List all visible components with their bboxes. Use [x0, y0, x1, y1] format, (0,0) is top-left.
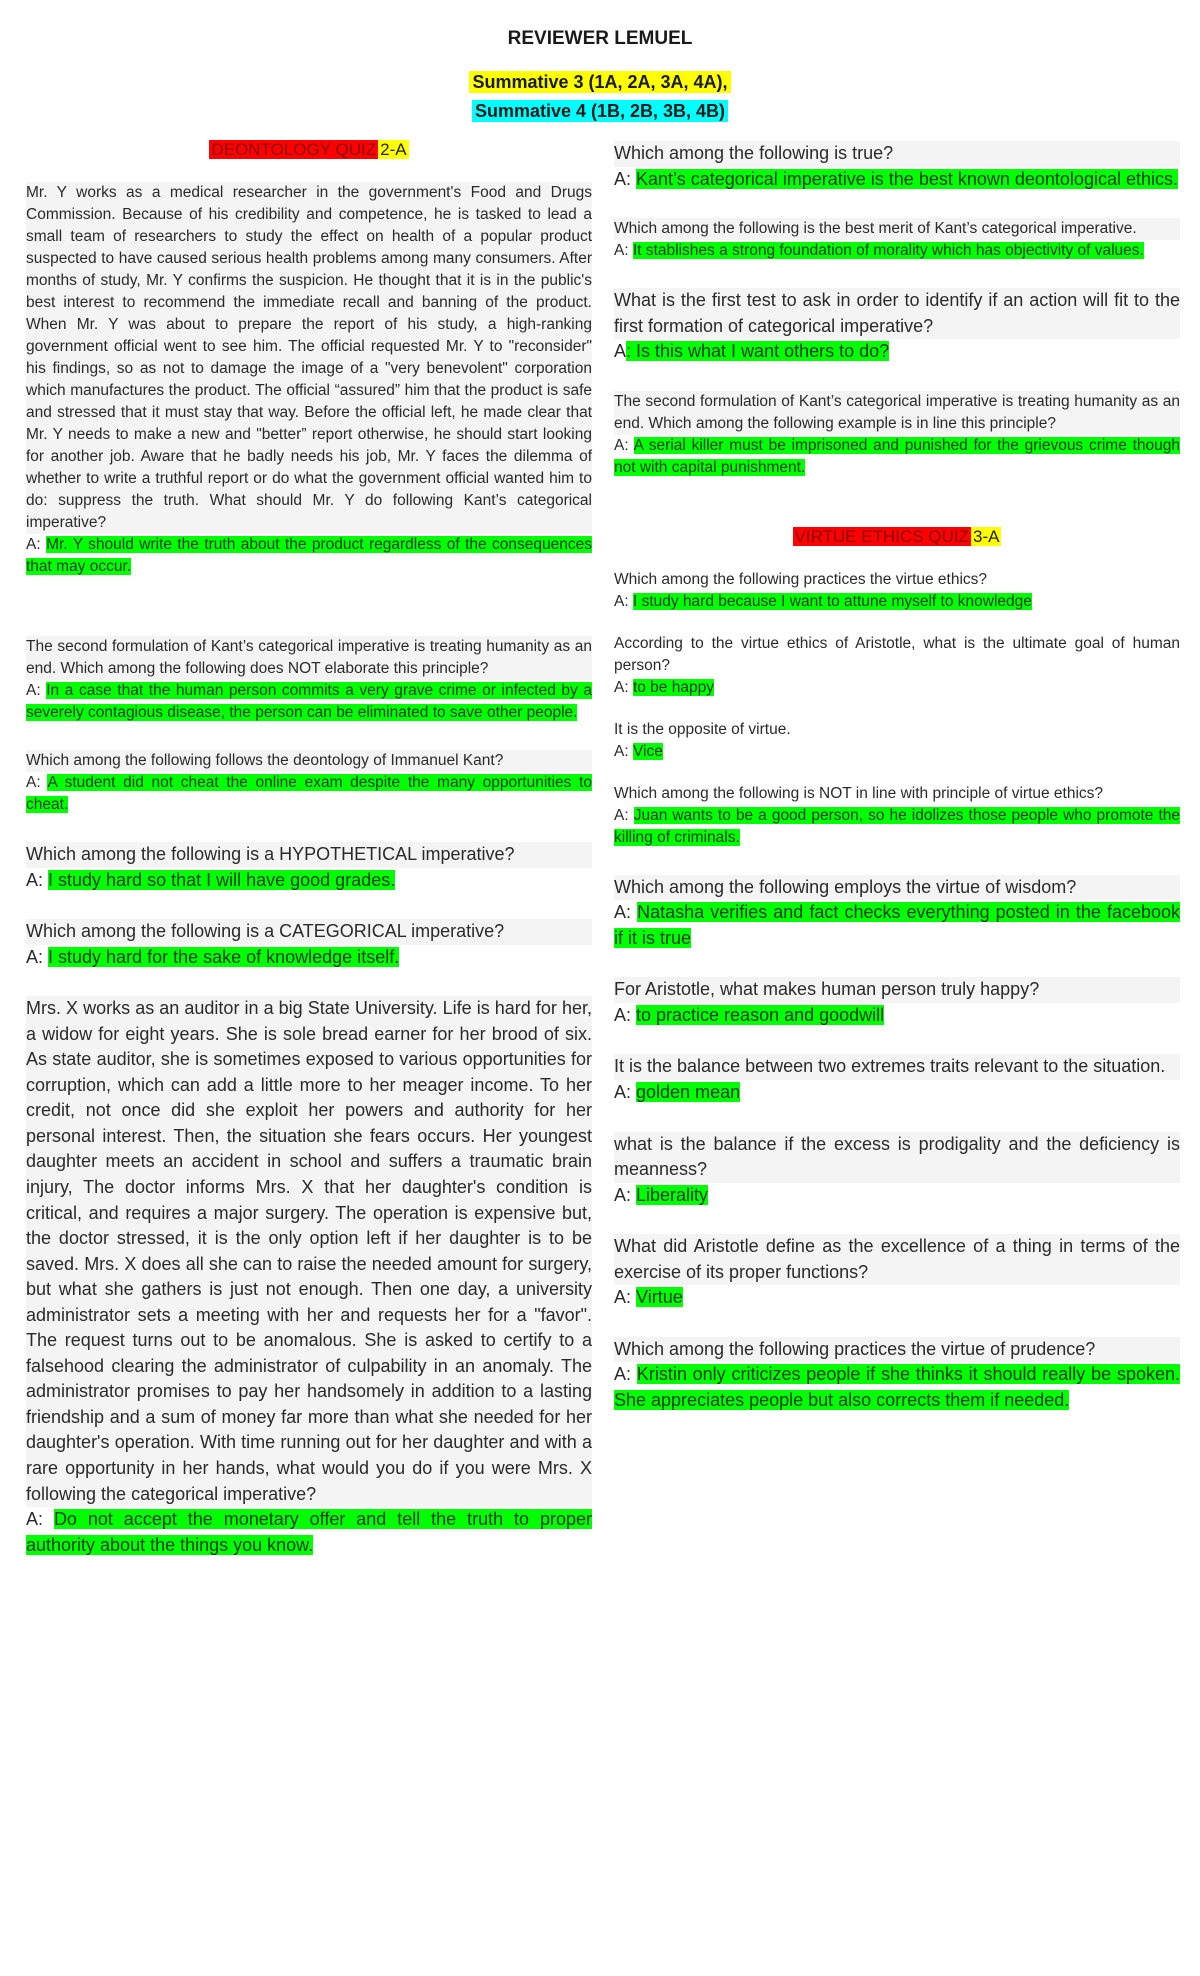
answer-prefix: A:	[614, 902, 638, 923]
answer-prefix: A:	[614, 1004, 637, 1025]
virtue-quiz-heading	[614, 527, 1180, 547]
question-text: The second formulation of Kant’s categorical imperative is treating humanity as an end. Which among the following does NOT elaborate this principle?	[26, 636, 592, 680]
question-block	[614, 1054, 1180, 1105]
answer-prefix: A:	[614, 1287, 637, 1308]
answer-line	[26, 945, 592, 971]
question-block	[26, 636, 592, 724]
question-text: Which among the following practices the virtue ethics?	[614, 570, 988, 588]
answer-line	[614, 1003, 1180, 1029]
answer-prefix: A:	[26, 774, 48, 791]
question-text: Which among the following follows the deontology of Immanuel Kant?	[26, 750, 592, 772]
question-text: It is the opposite of virtue.	[614, 720, 791, 738]
answer-prefix: A:	[26, 869, 49, 890]
answer-prefix: A	[614, 341, 627, 362]
question-block	[614, 1337, 1180, 1414]
answer-line	[614, 1183, 1180, 1209]
answer-line	[614, 900, 1180, 951]
question-block	[26, 919, 592, 970]
answer-line	[614, 167, 1180, 193]
answer-line	[614, 435, 1180, 479]
answer-prefix: A:	[614, 168, 637, 189]
answer-line	[614, 591, 1180, 613]
question-block	[614, 141, 1180, 192]
virtue-quiz-code: 3-A	[972, 526, 1000, 546]
question-block	[26, 750, 592, 816]
question-text: Which among the following practices the virtue of prudence?	[614, 1337, 1180, 1363]
answer-prefix: A:	[26, 682, 47, 699]
left-column	[26, 140, 592, 1584]
question-block	[614, 875, 1180, 952]
page-title: REVIEWER LEMUEL	[507, 28, 693, 49]
question-block	[614, 1132, 1180, 1209]
answer-text: A student did not cheat the online exam despite the many opportunities to cheat.	[26, 774, 592, 813]
answer-line	[614, 1362, 1180, 1413]
answer-line	[614, 677, 1180, 699]
answer-text: to practice reason and goodwill	[636, 1004, 885, 1025]
answer-prefix: A:	[614, 436, 634, 454]
question-block	[614, 977, 1180, 1028]
question-text: Mr. Y works as a medical researcher in the government's Food and Drugs Commission. Because of his credibility and competence, he is tasked to lead a small team of researchers to study the effect on health of a popular product suspected to have caused serious health problems among many consumers. After months of study, Mr. Y confirms the suspicion. He thought that it is in the public's best interest to recommend the immediate recall and banning of the product. When Mr. Y was about to prepare the report of his study, a high-ranking government official went to see him. The official requested Mr. Y to "reconsider" his findings, so as not to damage the image of a "very benevolent" corporation which manufactures the product. The official “assured” him that the product is safe and stressed that it must stay that way. Before the official left, he made clear that Mr. Y needs to make a new and "better” report otherwise, he should start looking for another job. Aware that he badly needs his job, Mr. Y faces the dilemma of whether to write a truthful report or do what the government official wanted him to do: suppress the truth. What should Mr. Y do following Kant’s categorical imperative?	[26, 182, 592, 534]
question-text: Which among the following is a CATEGORICAL imperative?	[26, 919, 592, 945]
answer-text: to be happy	[632, 678, 714, 696]
answer-line	[26, 534, 592, 578]
question-block	[26, 182, 592, 578]
summative-4-line	[0, 101, 1200, 122]
answer-prefix: A:	[614, 742, 633, 760]
question-block	[614, 1234, 1180, 1311]
question-block	[614, 391, 1180, 479]
question-block	[26, 842, 592, 893]
question-text: It is the balance between two extremes traits relevant to the situation.	[614, 1054, 1180, 1080]
answer-text: Juan wants to be a good person, so he idolizes those people who promote the killing of criminals.	[614, 806, 1181, 846]
deontology-quiz-heading	[26, 140, 592, 160]
answer-text: I study hard so that I will have good grades.	[48, 869, 396, 890]
question-text: Which among the following is a HYPOTHETICAL imperative?	[26, 842, 592, 868]
answer-text: A serial killer must be imprisoned and punished for the grievous crime though not with capital punishment.	[614, 436, 1180, 476]
question-text: what is the balance if the excess is prodigality and the deficiency is meanness?	[614, 1132, 1180, 1183]
answer-text: Kristin only criticizes people if she thinks it should really be spoken. She appreciates people but also corrects them if needed.	[614, 1364, 1180, 1410]
question-text: Mrs. X works as an auditor in a big State University. Life is hard for her, a widow for eight years. She is sole bread earner for her brood of six. As state auditor, she is sometimes exposed to various opportunities for corruption, which can add a little more to her meager income. To her credit, not once did she exploit her powers and authority for her personal interest. Then, the situation she fears occurs. Her youngest daughter meets an accident in school and suffers a traumatic brain injury, The doctor informs Mrs. X that her daughter's condition is critical, and requires a major surgery. The operation is expensive but, the doctor stressed, it is the only option left if her daughter is to be saved. Mrs. X does all she can to raise the needed amount for surgery, but what she gathers is just not enough. Then one day, a university administrator sets a meeting with her and requests her for a "favor". The request turns out to be anomalous. She is asked to certify to a falsehood clearing the administrator of culpability in an anomaly. The administrator promises to pay her handsomely in addition to a lasting friendship and a sum of money far more than what she needed for her daughter's operation. With time running out for her daughter and with a rare opportunity in her hands, what would you do if you were Mrs. X following the categorical imperative?	[26, 996, 592, 1507]
answer-line	[614, 741, 1180, 763]
virtue-quiz-name: VIRTUE ETHICS QUIZ	[794, 526, 969, 546]
summative-4-label: Summative 4 (1B, 2B, 3B, 4B)	[472, 100, 728, 122]
right-column	[614, 141, 1180, 1439]
answer-text: golden mean	[636, 1082, 741, 1103]
summative-3-line	[0, 72, 1200, 93]
answer-prefix: A:	[614, 242, 633, 260]
answer-text: I study hard because I want to attune myself to knowledge	[632, 592, 1032, 610]
question-block	[614, 569, 1180, 613]
question-block	[614, 218, 1180, 262]
question-text: The second formulation of Kant’s categorical imperative is treating humanity as an end. Which among the following example is in line this principle?	[614, 391, 1180, 435]
question-block	[26, 996, 592, 1558]
answer-line	[26, 680, 592, 724]
answer-prefix: A:	[614, 678, 633, 696]
question-text: According to the virtue ethics of Aristotle, what is the ultimate goal of human person?	[614, 634, 1180, 674]
question-text: Which among the following is the best merit of Kant’s categorical imperative.	[614, 218, 1180, 240]
question-text: Which among the following is NOT in line with principle of virtue ethics?	[614, 784, 1104, 802]
summative-3-label: Summative 3 (1A, 2A, 3A, 4A),	[469, 71, 730, 93]
answer-text: Virtue	[636, 1287, 683, 1308]
question-text: What did Aristotle define as the excellence of a thing in terms of the exercise of its proper functions?	[614, 1234, 1180, 1285]
answer-text: In a case that the human person commits a very grave crime or infected by a severely contagious disease, the person can be eliminated to save other people.	[26, 682, 593, 721]
answer-line	[614, 1285, 1180, 1311]
answer-prefix: A:	[26, 1509, 54, 1530]
answer-text: Vice	[632, 742, 663, 760]
question-text: Which among the following is true?	[614, 141, 1180, 167]
answer-text: Liberality	[636, 1184, 709, 1205]
answer-text: Do not accept the monetary offer and tell the truth to proper authority about the things you know.	[26, 1509, 592, 1555]
deontology-quiz-name: DEONTOLOGY QUIZ	[211, 140, 377, 159]
answer-line	[614, 805, 1180, 849]
answer-prefix: A:	[614, 1184, 637, 1205]
question-text: Which among the following employs the virtue of wisdom?	[614, 875, 1180, 901]
answer-prefix: A:	[614, 592, 633, 610]
answer-line	[614, 1080, 1180, 1106]
answer-text: Kant’s categorical imperative is the best known deontological ethics.	[636, 168, 1178, 189]
answer-text: It stablishes a strong foundation of morality which has objectivity of values.	[632, 242, 1144, 260]
answer-prefix: A:	[614, 806, 634, 824]
answer-text: : Is this what I want others to do?	[626, 341, 890, 362]
answer-line	[26, 772, 592, 816]
answer-line	[614, 339, 1180, 365]
question-text: What is the first test to ask in order to identify if an action will fit to the first formation of categorical imperative?	[614, 288, 1180, 339]
answer-line	[614, 240, 1180, 262]
answer-text: Mr. Y should write the truth about the product regardless of the consequences that may occur.	[26, 536, 592, 575]
answer-prefix: A:	[614, 1082, 637, 1103]
answer-prefix: A:	[614, 1364, 637, 1385]
question-text: For Aristotle, what makes human person truly happy?	[614, 977, 1180, 1003]
answer-line	[26, 1507, 592, 1558]
question-block	[614, 633, 1180, 699]
question-block	[614, 288, 1180, 365]
answer-text: Natasha verifies and fact checks everything posted in the facebook if it is true	[614, 902, 1180, 948]
question-block	[614, 719, 1180, 763]
deontology-quiz-code: 2-A	[380, 140, 407, 159]
answer-text: I study hard for the sake of knowledge itself.	[48, 946, 400, 967]
answer-prefix: A:	[26, 946, 49, 967]
question-block	[614, 783, 1180, 849]
answer-line	[26, 868, 592, 894]
answer-prefix: A:	[26, 536, 47, 553]
